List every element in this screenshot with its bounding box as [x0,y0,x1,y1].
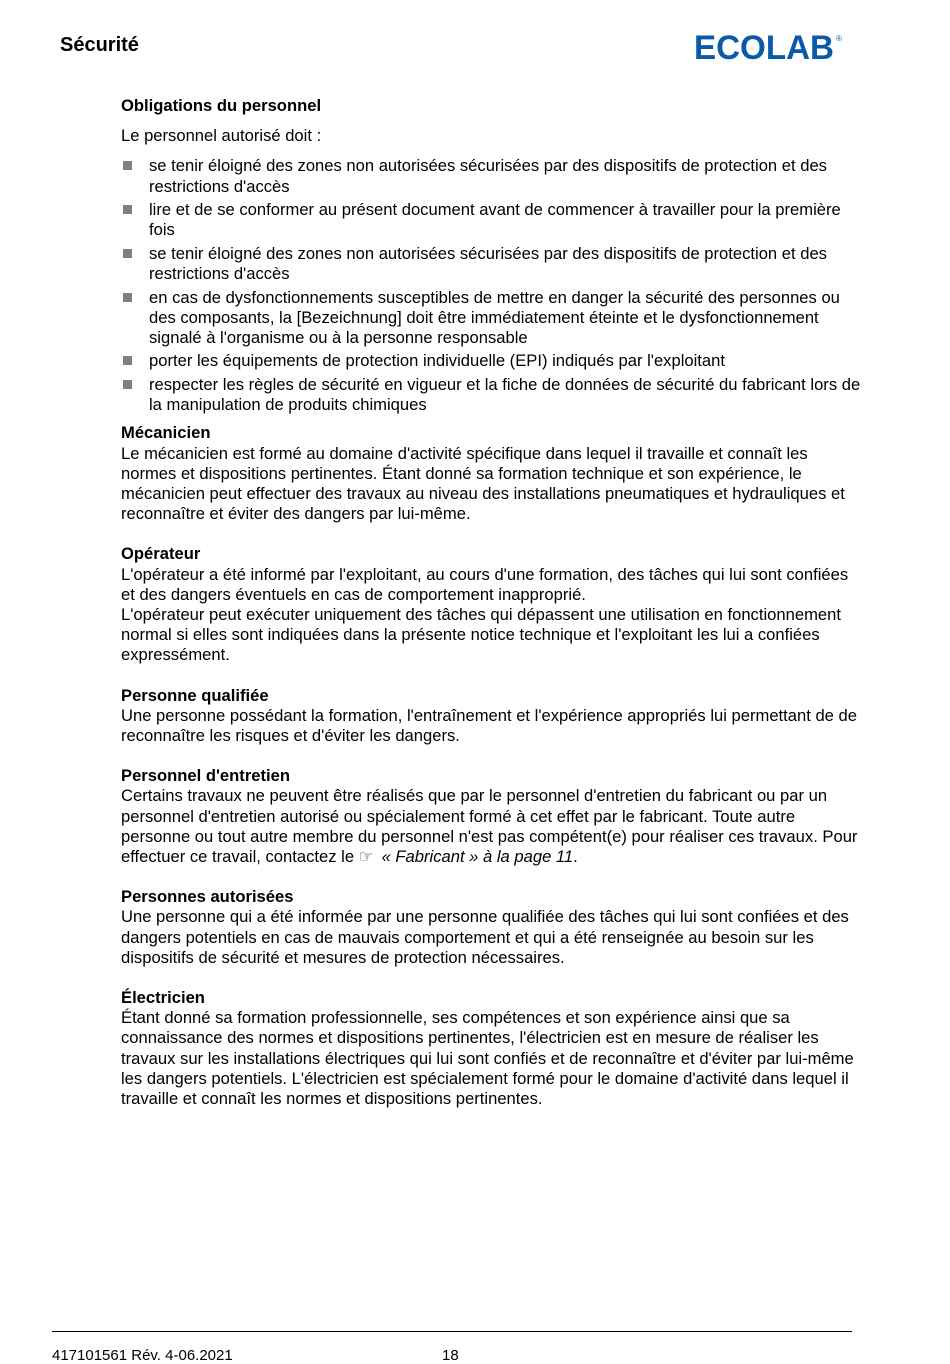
list-item: respecter les règles de sécurité en vigueur et la fiche de données de sécurité du fabricant lors de la manipulation de produits chimiques [121,375,861,415]
page-section-title: Sécurité [60,34,139,56]
role-heading: Personne qualifiée [121,685,269,705]
manufacturer-reference-link[interactable]: ☞ « Fabricant » à la page 11 [358,846,574,866]
role-electricien [121,988,861,1109]
bullet-square-icon [123,356,132,365]
role-personne-qualifiee [121,686,861,747]
role-heading: Mécanicien [121,423,211,443]
bullet-square-icon [123,161,132,170]
ecolab-logo [694,30,844,62]
role-mecanicien [121,423,861,524]
role-personnes-autorisees [121,887,861,968]
bullet-square-icon [123,380,132,389]
logo-text: ECOLAB [694,30,834,62]
main-content [121,96,861,1109]
list-item: se tenir éloigné des zones non autorisées sécurisées par des dispositifs de protection et des restrictions d'accès [121,156,861,196]
role-text: L'opérateur a été informé par l'exploitant, au cours d'une formation, des tâches qui lui sont confiées et des dangers éventuels en cas de comportement inapproprié. [121,564,849,604]
bullet-square-icon [123,293,132,302]
role-heading: Électricien [121,988,205,1007]
role-text: Le mécanicien est formé au domaine d'activité spécifique dans lequel il travaille et connaît les normes et dispositions pertinentes. Étant donné sa formation technique et son expérience, le mécanicien peut effectuer des travaux au niveau des installations pneumatiques et hydrauliques et reconnaître et éviter des dangers par lui-même. [121,443,845,524]
list-item: en cas de dysfonctionnements susceptibles de mettre en danger la sécurité des personnes ou des composants, la [Bezeichnung] doit être immédiatement éteinte et le dysfonctionnement signalé à l'organisme ou à la personne responsable [121,288,861,349]
role-personnel-entretien [121,766,861,867]
pointing-hand-icon: ☞ [358,846,374,866]
bullet-square-icon [123,205,132,214]
role-text: Étant donné sa formation professionnelle, ses compétences et son expérience ainsi que sa connaissance des normes et dispositions pertinentes, l'électricien est en mesure de réaliser les travaux sur les installations électriques qui lui sont confiés et de reconnaître et d'éviter par lui-même les dangers potentiels. L'électricien est spécialement formé pour le domaine d'activité dans lequel il travaille et connaît les normes et dispositions pertinentes. [121,1008,854,1109]
role-heading: Personnes autorisées [121,887,294,907]
footer-page-number: 18 [442,1347,459,1364]
role-text: Une personne qui a été informée par une personne qualifiée des tâches qui lui sont confiées et des dangers potentiels en cas de mauvais comportement et qui a été renseignée au besoin sur les dispositifs de sécurité et mesures de protection nécessaires. [121,907,849,967]
footer-divider [52,1331,852,1332]
list-item: lire et de se conformer au présent document avant de commencer à travailler pour la première fois [121,200,861,240]
list-item: porter les équipements de protection individuelle (EPI) indiqués par l'exploitant [121,351,861,371]
role-heading: Opérateur [121,544,201,564]
bullet-square-icon [123,249,132,258]
svg-text:®: ® [836,34,842,43]
role-heading: Personnel d'entretien [121,766,291,786]
obligations-list [121,156,861,415]
footer-doc-reference: 417101561 Rév. 4-06.2021 [52,1347,233,1364]
role-text: Une personne possédant la formation, l'entraînement et l'expérience appropriés lui permettant de de reconnaître les risques et d'éviter les dangers. [121,705,857,745]
obligations-intro: Le personnel autorisé doit : [121,126,322,146]
list-item: se tenir éloigné des zones non autorisées sécurisées par des dispositifs de protection et des restrictions d'accès [121,244,861,284]
obligations-heading: Obligations du personnel [121,96,322,115]
role-text: Certains travaux ne peuvent être réalisés que par le personnel d'entretien du fabricant ou par un personnel d'entretien autorisé ou spécialement formé à cet effet par le fabricant. Toute autre personne ou tout autre membre du personnel n'est pas compétent(e) pour réaliser ces travaux. Pour effectuer ce travail, contactez le ☞ « Fabricant » à la page 11. [121,786,858,866]
role-operateur [121,544,861,665]
role-text: L'opérateur peut exécuter uniquement des tâches qui dépassent une utilisation en fonctionnement normal si elles sont indiquées dans la présente notice technique et l'exploitant les lui a confiées expressément. [121,604,841,665]
